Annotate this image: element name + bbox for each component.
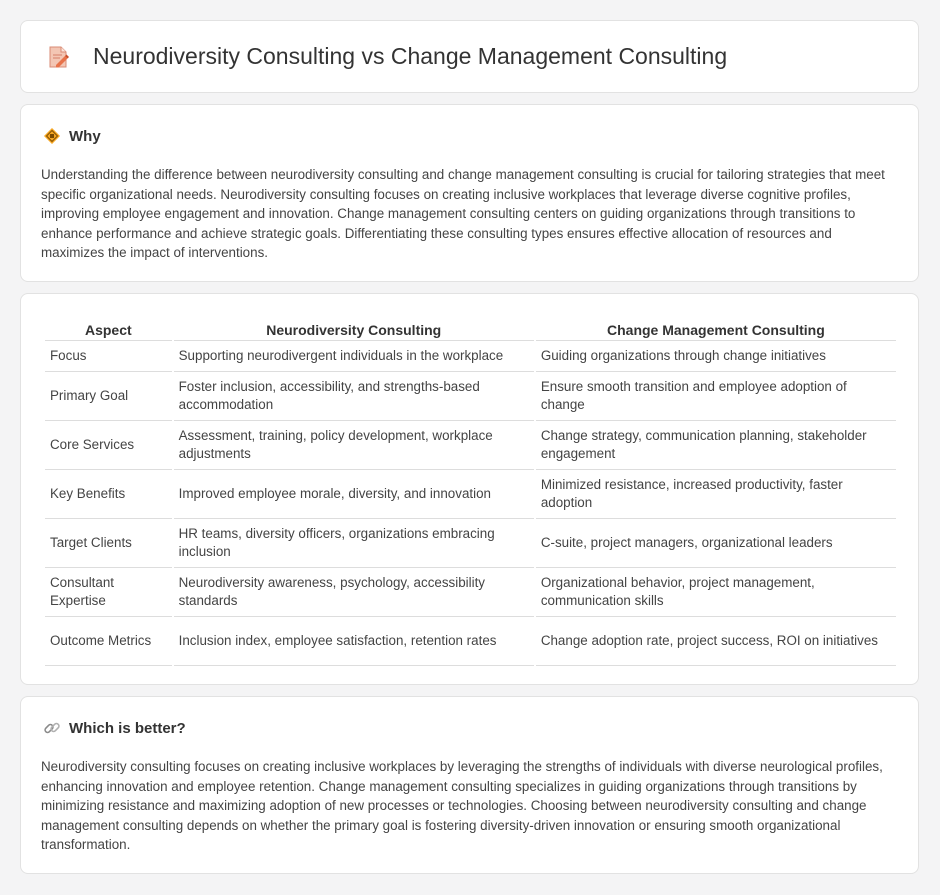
header-change-management: Change Management Consulting	[536, 316, 896, 341]
why-heading: Why	[69, 127, 101, 145]
why-text: Understanding the difference between neurodiversity consulting and change management consulting is crucial for tailoring strategies that meet specific organizational needs. Neurodiversity consulting focuses on creating inclusive workplaces that leverage diverse cognitive profiles, improving employee engagement and innovation. Change management consulting centers on guiding organizations through transitions to enhance performance and achieve strategic goals. Differentiating these consulting types ensures effective allocation of resources and maximizes the impact of interventions.	[41, 167, 885, 260]
better-heading: Which is better?	[69, 719, 186, 737]
comparison-section	[20, 293, 919, 685]
row-aspect: Consultant Expertise	[45, 568, 172, 617]
row-change-management: Change adoption rate, project success, ROI on initiatives	[536, 617, 896, 666]
row-aspect: Core Services	[45, 421, 172, 470]
row-aspect: Target Clients	[45, 519, 172, 568]
table-row	[45, 568, 896, 617]
row-change-management: Guiding organizations through change initiatives	[536, 341, 896, 372]
row-aspect: Key Benefits	[45, 470, 172, 519]
row-aspect: Primary Goal	[45, 372, 172, 421]
document-pencil-icon	[45, 44, 71, 70]
row-neurodiversity: Improved employee morale, diversity, and innovation	[174, 470, 534, 519]
row-aspect: Outcome Metrics	[45, 617, 172, 666]
row-change-management: C-suite, project managers, organizational leaders	[536, 519, 896, 568]
row-neurodiversity: Assessment, training, policy development, workplace adjustments	[174, 421, 534, 470]
link-icon	[43, 719, 61, 737]
table-row	[45, 372, 896, 421]
row-change-management: Organizational behavior, project management, communication skills	[536, 568, 896, 617]
row-neurodiversity: Neurodiversity awareness, psychology, accessibility standards	[174, 568, 534, 617]
diamond-sign-icon	[43, 127, 61, 145]
row-change-management: Ensure smooth transition and employee adoption of change	[536, 372, 896, 421]
table-row	[45, 470, 896, 519]
row-neurodiversity: Foster inclusion, accessibility, and strengths-based accommodation	[174, 372, 534, 421]
title-card	[20, 20, 919, 93]
row-neurodiversity: Supporting neurodivergent individuals in the workplace	[174, 341, 534, 372]
row-neurodiversity: Inclusion index, employee satisfaction, retention rates	[174, 617, 534, 666]
table-row	[45, 421, 896, 470]
header-aspect: Aspect	[45, 316, 172, 341]
page-title: Neurodiversity Consulting vs Change Management Consulting	[93, 43, 728, 69]
which-is-better-section	[20, 696, 919, 874]
table-row	[45, 617, 896, 666]
table-header-row	[45, 316, 896, 341]
row-change-management: Change strategy, communication planning, stakeholder engagement	[536, 421, 896, 470]
row-aspect: Focus	[45, 341, 172, 372]
better-text: Neurodiversity consulting focuses on creating inclusive workplaces by leveraging the strengths of individuals with diverse neurological profiles, enhancing innovation and employee retention. Change management consulting specializes in guiding organizations through transitions by minimizing resistance and maximizing adoption of new processes or technologies. Choosing between neurodiversity consulting and change management consulting depends on whether the primary goal is fostering diversity-driven innovation or ensuring smooth organizational transformation.	[41, 759, 883, 852]
table-row	[45, 519, 896, 568]
header-neurodiversity: Neurodiversity Consulting	[174, 316, 534, 341]
table-row	[45, 341, 896, 372]
why-section	[20, 104, 919, 282]
row-change-management: Minimized resistance, increased productivity, faster adoption	[536, 470, 896, 519]
row-neurodiversity: HR teams, diversity officers, organizations embracing inclusion	[174, 519, 534, 568]
comparison-table	[43, 316, 898, 666]
